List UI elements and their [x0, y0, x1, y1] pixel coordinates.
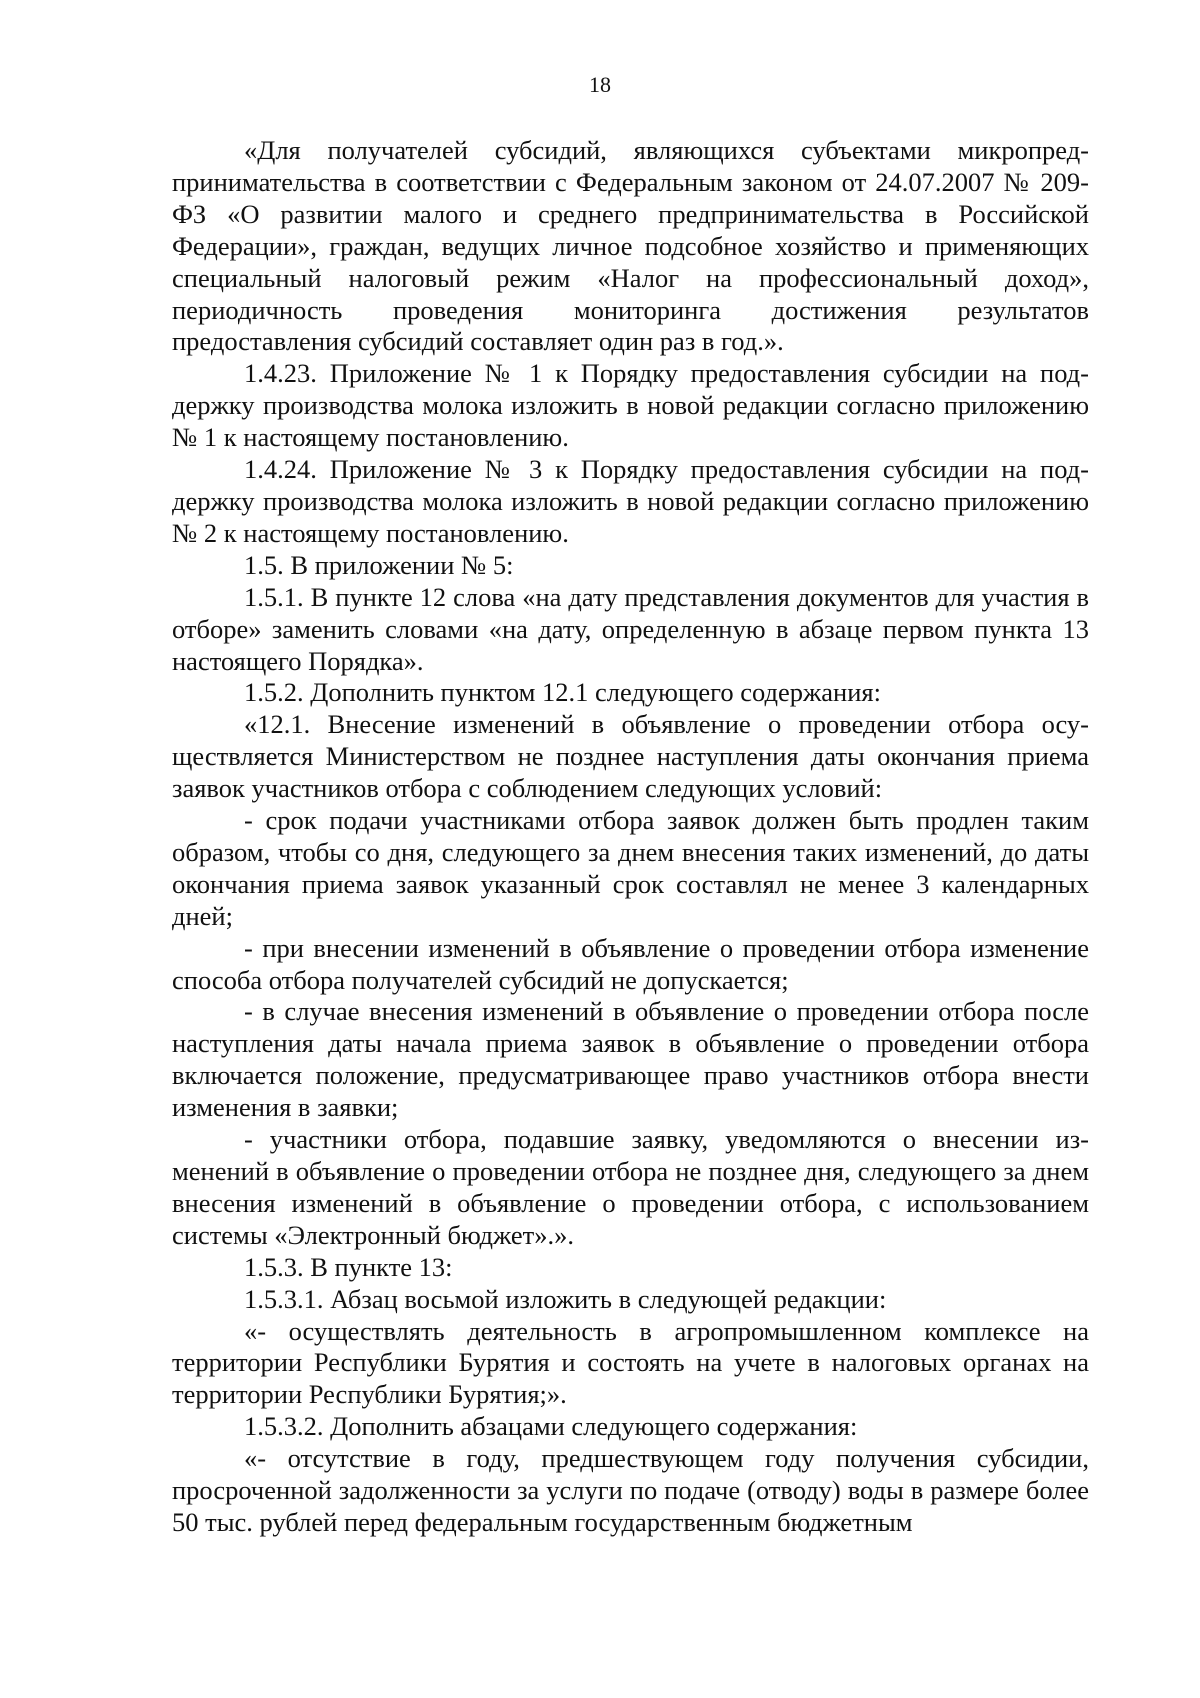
paragraph-1-5-1: 1.5.1. В пункте 12 слова «на дату представления документов для участия в отборе» заменить словами «на дату, определенную в абзаце первом пункта 13 настоящего Порядка».: [172, 581, 1089, 676]
paragraph-1-4-23: 1.4.23. Приложение № 1 к Порядку предоставления субсидии на поддержку производства молока изложить в новой редакции согласно приложению № 1 к настоящему постановлению.: [172, 358, 1089, 453]
paragraph-condition-method: - при внесении изменений в объявление о проведении отбора изменение способа отбора получателей субсидий не допускается;: [172, 932, 1089, 995]
paragraph-1-4-24: 1.4.24. Приложение № 3 к Порядку предоставления субсидии на поддержку производства молока изложить в новой редакции согласно приложению № 2 к настоящему постановлению.: [172, 454, 1089, 548]
document-body: [172, 135, 1089, 1539]
paragraph-condition-changes: - в случае внесения изменений в объявление о проведении отбора после наступления даты начала приема заявок в объявление о проведении отбора включается положение, предусматривающее право участников отбора внести изменения в заявки;: [172, 996, 1089, 1123]
paragraph-1-5-2: 1.5.2. Дополнить пунктом 12.1 следующего содержания:: [244, 677, 881, 708]
paragraph-1-5-3: 1.5.3. В пункте 13:: [244, 1251, 453, 1282]
page-number: 18: [589, 72, 611, 97]
paragraph-activity-territory: «- осуществлять деятельность в агропромышленном комплексе на территории Республики Бурятия и состоять на учете в налоговых органах на территории Республики Бурятия;».: [172, 1315, 1089, 1410]
paragraph-quote-monitoring: «Для получателей субсидий, являющихся субъектами микропредпринимательства в соответствии с Федеральным законом от 24.07.2007 № 209-ФЗ «О развитии малого и среднего предпринимательства в Российской Федерации», граждан, ведущих личное подсобное хозяйство и применяющих специальный налоговый режим «Налог на профессиональный доход», периодичность проведения мониторинга достижения результатов предоставления субсидий составляет один раз в год.».: [172, 135, 1089, 357]
paragraph-debt-absence: «- отсутствие в году, предшествующем году получения субсидии, просроченной задолженности за услуги по подаче (отводу) воды в размере более 50 тыс. рублей перед федеральным государственным бюджетным: [172, 1443, 1089, 1537]
paragraph-1-5: 1.5. В приложении № 5:: [244, 549, 514, 580]
paragraph-condition-deadline: - срок подачи участниками отбора заявок должен быть продлен таким образом, чтобы со дня, следующего за днем внесения таких изменений, до даты окончания приема заявок указанный срок составлял не менее 3 календарных дней;: [172, 805, 1089, 931]
paragraph-condition-notification: - участники отбора, подавшие заявку, уведомляются о внесении изменений в объявление о проведении отбора не позднее дня, следующего за днем внесения изменений в объявление о проведении отбора, с использованием системы «Электронный бюджет».».: [172, 1124, 1089, 1250]
paragraph-1-5-3-2: 1.5.3.2. Дополнить абзацами следующего содержания:: [244, 1411, 858, 1442]
paragraph-1-5-3-1: 1.5.3.1. Абзац восьмой изложить в следующей редакции:: [244, 1283, 887, 1314]
paragraph-12-1: «12.1. Внесение изменений в объявление о проведении отбора осуществляется Министерством не позднее наступления даты окончания приема заявок участников отбора с соблюдением следующих условий:: [172, 709, 1089, 804]
